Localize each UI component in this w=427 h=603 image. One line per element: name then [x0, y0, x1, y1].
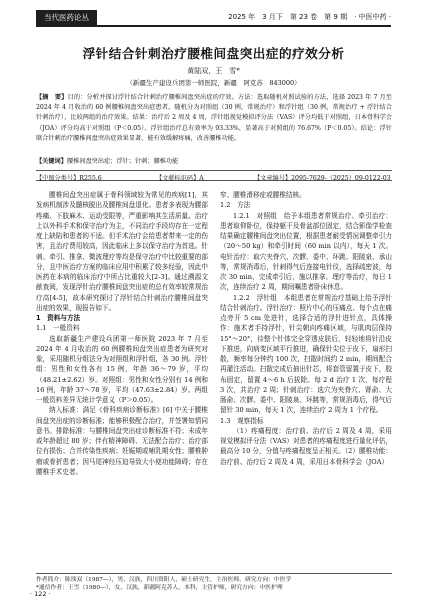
- keywords-label: 【关键词】: [36, 158, 67, 165]
- issue-info: 2025 年 3 月下 第 23 卷 第 9 期 · 中医中药 ·: [228, 13, 391, 21]
- abstract-label: 【摘 要】: [36, 94, 68, 101]
- subsection-heading: 1.1 一般资料: [36, 324, 80, 333]
- paragraph: 1.2.2 浮针组 本组患者在常规治疗基础上给予浮针结合针刺治疗。浮针治疗：照片中心的压痛点、每个点在痛点旁开 5 cm 处进针，选择合适的浮针进针点，具体操作：施术者手持浮针，针尖朝向疼痛区域，与肌肉层保持 15°～20°，待整个针体完全穿透皮肤后，轻轻地将针沿皮下推进，向病变区域平行推进，确保针尖位于皮下，扇形扫散，频率每分钟约 100 次，扫散时间约 2 min，期间配合再灌注活动。扫散完成后抽出针芯，将套管留置于皮下，胶布固定，留置 4～6 h 后拔除。每 2 d 治疗 1 次，每疗程 3 次，共治疗 2 周；针刺治疗：选穴为夹脊穴、肾俞、大肠俞、次髎、委中、阳陵泉、环跳等，常规消毒后，得气后留针 30 min，每天 1 次，连续治疗 2 周为 1 个疗程。: [220, 293, 392, 415]
- page-number: · 122 ·: [30, 590, 51, 598]
- authors: 黄陆双，王 雪*: [187, 67, 240, 75]
- clc-number: 【中图分类号】R255.6: [36, 174, 102, 182]
- paragraph-continued: 窄、腰椎滑移症或腰椎结核。: [220, 191, 306, 199]
- classification-bar: [36, 170, 392, 181]
- header-rule: [36, 25, 391, 27]
- running-header: [0, 10, 427, 25]
- article-title: 浮针结合针刺治疗腰椎间盘突出症的疗效分析: [82, 46, 345, 61]
- abstract-text: 目的：分析并探讨浮针结合针刺治疗腰椎间盘突出症的疗效。方法：选取随机对照试验的方法，选择 2023 年 7 月至 2024 年 4 月收治的 60 例腰椎间盘突出症患者，随机分为对照组（30 例，常规治疗）和浮针组（30 例，常规治疗 + 浮针结合针刺治疗），比较两组的治疗效果。结果：治疗后 2 周及 4 周，浮针组视觉模拟评分法（VAS）评分均低于对照组，日本骨科学会（JOA）评分均高于对照组（P＜0.05）。浮针组治疗总有效率为 93.33%，显著高于对照组的 76.67%（P＜0.05）。结论：浮针联合针刺治疗腰椎间盘突出症效果显著，能有效缓解疼痛，改善腰椎功能。: [36, 94, 392, 142]
- article-number: 【文章编号】2095-7629-（2025）09-0122-03: [254, 174, 391, 182]
- section-heading: 1 资料与方法: [36, 314, 81, 322]
- subsection-heading: 1.2 方法: [220, 201, 251, 210]
- body-column-right: [220, 190, 392, 467]
- intro-paragraph: 腰椎间盘突出症属于骨科领域较为常见的疾病[1]，其发病机制涉及髓核脱出及腰椎间盘退化。患者多表现为腰部疼痛、下肢麻木、运动受限等，严重影响其生活质量。治疗上以外科手术和保守治疗为主，不同治疗手段均存在一定程度上缺陷和患者的不适。但手术治疗会给患者带来一定的伤害，且治疗费用较高，因此临床上多以保守治疗为首选。针刺、牵引、推拿、微波理疗等均是保守治疗中比较重要的部分，且中医治疗方案的临床应用中积累了较多经验，因此中医药在本病的临床治疗中所占比重较大[2-3]。通过溯源文献查阅，发现浮针治疗腰椎间盘突出症的总有效率较常规治疗高[4-5]，故本研究探讨了浮针结合针刺治疗腰椎间盘突出症的效果，现报告如下。: [36, 191, 208, 312]
- affiliation: （新疆生产建设兵团第一师医院，新疆 阿克苏 843000）: [126, 79, 301, 87]
- keywords-text: 腰椎间盘突出症；浮针；针刺；腰椎功能: [66, 158, 179, 165]
- paragraph: （1）疼痛程度：治疗前、治疗后 2 周及 4 周，采用视觉模拟评分法（VAS）对患者的疼痛程度进行量化评估，最高分 10 分，分值与疼痛程度呈正相关。（2）腰椎功能：治疗前、治疗后 2 周及 4 周，采用日本骨科学会（JOA）: [220, 426, 392, 466]
- paragraph: 纳入标准：满足《骨科疾病诊断标准》[6] 中关于腰椎间盘突出症的诊断标准；能够积极配合治疗，并签署知情同意书。排除标准：与腰椎间盘突出症诊断标准不符；未成年或年龄超过 80 岁；伴有精神障碍、无法配合治疗；治疗部位有损伤；合并传染性疾病；妊娠期或哺乳期女性；腰椎肿瘤或骨折患者；因马尾神经压迫导致大小便功能障碍；存在腰椎手术史者。: [36, 406, 208, 476]
- subsection-heading: 1.3 观察指标: [220, 416, 264, 425]
- author-footnote: 作者简介：陈琰双（1987—），男，汉族，四川资阳人，硕士研究生，主治医师，研究方向：中医学 *通信作者：王雪（1980—），女，汉族，新疆阿克苏人，本科，主管护师，研究方向：中医护理: [36, 573, 392, 592]
- keywords: [36, 156, 392, 165]
- abstract: [36, 93, 392, 144]
- document-code: 【文献标识码】A: [156, 174, 204, 182]
- body-column-left: [36, 190, 208, 477]
- journal-name: 当代医药论丛: [36, 10, 97, 25]
- paragraph: 选取新疆生产建设兵团第一师医院 2023 年 7 月至 2024 年 4 月收治的 60 例腰椎间盘突出症患者为研究对象，采用随机分组法分为对照组和浮针组，各 30 例。浮针组：男性和女性各有 15 例，年龄 36～79 岁，平均（48.21±2.62）岁。对照组：男性和女性分别有 14 例和 16 例，年龄 37～78 岁，平均（47.63±2.84）岁。两组一般资料差异无统计学意义（P＞0.05）。: [36, 334, 208, 404]
- paragraph: 1.2.1 对照组 给予本组患者常规治疗。牵引治疗：患者取仰卧位，保持躯干及骨盆部位固定，结合影像学检查结果确定腰椎间盘突出位置，根据患者耐受情况调整牵引力（20～50 kg）和牵引时间（60 min 以内），每天 1 次。电针治疗：取穴夹脊穴、次髎、委中、环跳、阳陵泉、承山等，常规消毒后，针刺得气后连接电针仪，选择疏密波，每次 30 min，完成牵引后，施以推拿、理疗等治疗，每日 1 次，连续治疗 2 周，期间嘱患者卧床休息。: [220, 211, 392, 292]
